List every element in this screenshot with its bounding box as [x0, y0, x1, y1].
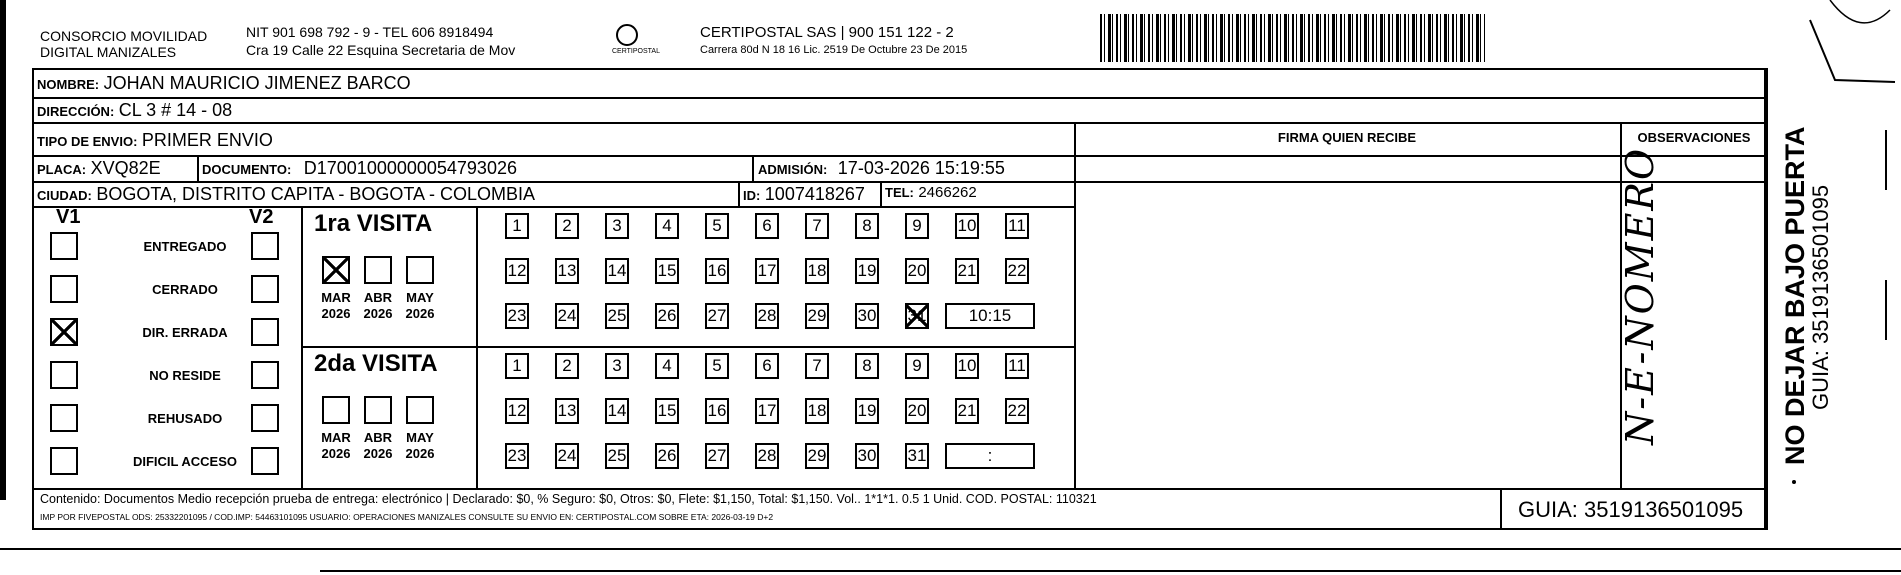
nombre-row	[37, 73, 411, 94]
v2-checkbox[interactable]	[251, 275, 279, 303]
v1-checkbox[interactable]	[50, 318, 78, 346]
documento-value: D17001000000054793026	[303, 158, 517, 178]
divider	[32, 155, 1766, 157]
divider	[752, 155, 754, 181]
divider	[32, 122, 1766, 124]
nit-line: NIT 901 698 792 - 9 - TEL 606 8918494	[246, 24, 494, 40]
day-box[interactable]: 26	[655, 443, 679, 469]
v1-checkbox[interactable]	[50, 232, 78, 260]
nombre-value: JOHAN MAURICIO JIMENEZ BARCO	[103, 73, 411, 93]
day-box[interactable]: 4	[655, 213, 679, 239]
no-dejar-bajo-puerta: NO DEJAR BAJO PUERTA	[1780, 126, 1810, 465]
month-checkbox[interactable]	[322, 396, 350, 424]
day-box[interactable]: 15	[655, 258, 679, 284]
footer-guia: GUIA: 3519136501095	[1518, 497, 1744, 522]
status-option-label: NO RESIDE	[149, 368, 221, 383]
divider	[738, 181, 740, 206]
day-box[interactable]: 16	[705, 398, 729, 424]
time-box[interactable]: :	[945, 443, 1035, 469]
divider	[1074, 122, 1076, 488]
day-box[interactable]: 16	[705, 258, 729, 284]
divider	[32, 181, 1074, 183]
company-name-line1: CONSORCIO MOVILIDAD	[40, 28, 208, 44]
day-box[interactable]: 7	[805, 353, 829, 379]
day-box[interactable]: 12	[505, 258, 529, 284]
placa-field	[37, 158, 161, 179]
day-box[interactable]: 4	[655, 353, 679, 379]
month-label: MAR	[321, 430, 351, 445]
day-box[interactable]: 25	[605, 303, 629, 329]
tel-label: TEL:	[885, 185, 914, 200]
observaciones-header: OBSERVACIONES	[1637, 130, 1751, 145]
divider	[1500, 488, 1502, 530]
day-box[interactable]: 22	[1005, 398, 1029, 424]
visit2-title: 2da VISITA	[314, 350, 438, 377]
month-checkbox[interactable]	[364, 396, 392, 424]
divider	[1766, 68, 1768, 530]
day-box[interactable]: 24	[555, 443, 579, 469]
status-option-label: CERRADO	[152, 282, 218, 297]
month-label: MAY	[406, 290, 434, 305]
right-edge-mark	[1885, 130, 1887, 190]
year-label: 2026	[405, 446, 435, 461]
certipostal-logo-icon	[616, 24, 638, 46]
day-box[interactable]: 17	[755, 398, 779, 424]
day-box[interactable]: 28	[755, 443, 779, 469]
day-box[interactable]: 21	[955, 258, 979, 284]
day-box[interactable]: 11	[1005, 213, 1029, 239]
tipo-envio-value: PRIMER ENVIO	[141, 130, 273, 150]
placa-label: PLACA:	[37, 162, 87, 177]
day-box[interactable]: 3	[605, 353, 629, 379]
day-box[interactable]: 27	[705, 443, 729, 469]
day-box[interactable]: 15	[655, 398, 679, 424]
visit1-title: 1ra VISITA	[314, 210, 433, 237]
day-box[interactable]: 22	[1005, 258, 1029, 284]
left-edge-mark	[0, 0, 6, 500]
certipostal-address: Carrera 80d N 18 16 Lic. 2519 De Octubre 23 De 2015	[700, 44, 968, 56]
documento-field	[202, 158, 517, 179]
divider	[301, 346, 1074, 348]
year-label: 2026	[363, 446, 393, 461]
day-box[interactable]: 28	[755, 303, 779, 329]
day-box[interactable]: 6	[755, 353, 779, 379]
divider	[476, 206, 478, 488]
side-dot	[1792, 480, 1796, 484]
day-box[interactable]: 19	[855, 398, 879, 424]
scan-line	[0, 548, 1901, 550]
day-box[interactable]: 7	[805, 213, 829, 239]
divider	[301, 206, 303, 488]
nombre-label: NOMBRE:	[37, 77, 100, 92]
day-box[interactable]: 2	[555, 213, 579, 239]
day-box[interactable]: 18	[805, 258, 829, 284]
placa-value: XVQ82E	[90, 158, 161, 178]
day-box[interactable]: 8	[855, 213, 879, 239]
day-box[interactable]: 31	[905, 443, 929, 469]
v1-checkbox[interactable]	[50, 447, 78, 475]
month-label: MAR	[321, 290, 351, 305]
v1-checkbox[interactable]	[50, 361, 78, 389]
divider	[32, 206, 1074, 208]
day-box[interactable]: 6	[755, 213, 779, 239]
day-box[interactable]: 23	[505, 443, 529, 469]
v2-checkbox[interactable]	[251, 404, 279, 432]
barcode	[1100, 14, 1485, 62]
year-label: 2026	[321, 446, 351, 461]
day-box[interactable]: 13	[555, 258, 579, 284]
ciudad-value: BOGOTA, DISTRITO CAPITA - BOGOTA - COLOMBIA	[96, 184, 536, 204]
v2-label: V2	[249, 206, 274, 228]
imp-line: IMP POR FIVEPOSTAL ODS: 25332201095 / COD.IMP: 54463101095 USUARIO: OPERACIONES MANIZALES CONSULTE SU ENVIO EN: CERTIPOSTAL.COM SOBRE ETA: 2026-03-19 D+2	[40, 512, 774, 522]
day-box[interactable]: 14	[605, 258, 629, 284]
tel-value: 2466262	[918, 184, 977, 201]
day-box[interactable]: 8	[855, 353, 879, 379]
day-box[interactable]: 18	[805, 398, 829, 424]
month-label: ABR	[363, 290, 393, 305]
tipo-envio-row	[37, 130, 273, 151]
admision-value: 17-03-2026 15:19:55	[837, 158, 1005, 178]
day-box[interactable]: 20	[905, 258, 929, 284]
year-label: 2026	[321, 306, 351, 321]
day-box[interactable]: 17	[755, 258, 779, 284]
direccion-label: DIRECCIÓN:	[37, 104, 115, 119]
month-checkbox[interactable]	[406, 396, 434, 424]
day-box[interactable]: 10	[955, 213, 979, 239]
direccion-row	[37, 100, 232, 121]
day-box[interactable]: 27	[705, 303, 729, 329]
day-box[interactable]: 2	[555, 353, 579, 379]
firma-header: FIRMA QUIEN RECIBE	[1277, 130, 1417, 145]
day-box[interactable]: 20	[905, 398, 929, 424]
day-box[interactable]: 14	[605, 398, 629, 424]
status-option-label: DIR. ERRADA	[142, 325, 228, 340]
v1-label: V1	[56, 206, 81, 228]
v1-checkbox[interactable]	[50, 404, 78, 432]
folded-corner	[1800, 0, 1901, 120]
month-label: ABR	[363, 430, 393, 445]
right-edge-mark-2	[1885, 280, 1887, 340]
v1-checkbox[interactable]	[50, 275, 78, 303]
v2-checkbox[interactable]	[251, 232, 279, 260]
day-box[interactable]: 30	[855, 303, 879, 329]
contenido-line: Contenido: Documentos Medio recepción prueba de entrega: electrónico | Declarado: $0, % Seguro: $0, Otros: $0, Flete: $1,150, Total: $1,150. Vol.. 1*1*1. 0.5 1 Unid. COD. POSTAL: 110321	[40, 492, 1097, 506]
tipo-envio-label: TIPO DE ENVIO:	[37, 134, 138, 149]
v2-checkbox[interactable]	[251, 447, 279, 475]
scan-line	[320, 570, 1901, 572]
divider	[880, 181, 882, 206]
side-guia: GUIA: 3519136501095	[1808, 184, 1833, 410]
month-checkbox[interactable]	[364, 256, 392, 284]
day-box[interactable]: 9	[905, 213, 929, 239]
divider	[32, 488, 1766, 490]
day-box[interactable]: 25	[605, 443, 629, 469]
v2-checkbox[interactable]	[251, 361, 279, 389]
divider	[197, 155, 199, 181]
day-box[interactable]: 24	[555, 303, 579, 329]
company-name-line2: DIGITAL MANIZALES	[40, 44, 177, 60]
admision-field	[758, 158, 1005, 179]
id-field	[743, 184, 865, 205]
documento-label: DOCUMENTO:	[202, 162, 292, 177]
day-box[interactable]: 3	[605, 213, 629, 239]
day-box[interactable]: 1	[505, 353, 529, 379]
day-box[interactable]: 19	[855, 258, 879, 284]
ciudad-field	[37, 184, 535, 205]
day-box[interactable]: 1	[505, 213, 529, 239]
day-box[interactable]: 31	[905, 303, 929, 329]
observaciones-handwritten: N-E-NOMERO	[1618, 146, 1662, 445]
day-box[interactable]: 5	[705, 213, 729, 239]
divider	[32, 97, 1766, 99]
year-label: 2026	[363, 306, 393, 321]
status-option-label: REHUSADO	[147, 411, 223, 426]
day-box[interactable]: 12	[505, 398, 529, 424]
month-checkbox[interactable]	[322, 256, 350, 284]
id-value: 1007418267	[764, 184, 865, 204]
day-box[interactable]: 23	[505, 303, 529, 329]
tel-field	[885, 184, 977, 202]
certipostal-name: CERTIPOSTAL SAS | 900 151 122 - 2	[700, 24, 954, 41]
year-label: 2026	[405, 306, 435, 321]
time-box[interactable]: 10:15	[945, 303, 1035, 329]
admision-label: ADMISIÓN:	[758, 162, 828, 177]
day-box[interactable]: 26	[655, 303, 679, 329]
day-box[interactable]: 21	[955, 398, 979, 424]
day-box[interactable]: 29	[805, 443, 829, 469]
day-box[interactable]: 10	[955, 353, 979, 379]
direccion-value: CL 3 # 14 - 08	[118, 100, 233, 120]
id-label: ID:	[743, 188, 761, 203]
day-box[interactable]: 5	[705, 353, 729, 379]
month-checkbox[interactable]	[406, 256, 434, 284]
certipostal-logo-text: CERTIPOSTAL	[612, 48, 660, 55]
ciudad-label: CIUDAD:	[37, 188, 92, 203]
day-box[interactable]: 9	[905, 353, 929, 379]
month-label: MAY	[406, 430, 434, 445]
day-box[interactable]: 13	[555, 398, 579, 424]
status-option-label: DIFICIL ACCESO	[132, 454, 237, 469]
address-line: Cra 19 Calle 22 Esquina Secretaria de Mov	[246, 42, 516, 58]
v2-checkbox[interactable]	[251, 318, 279, 346]
day-box[interactable]: 29	[805, 303, 829, 329]
day-box[interactable]: 30	[855, 443, 879, 469]
day-box[interactable]: 11	[1005, 353, 1029, 379]
status-option-label: ENTREGADO	[143, 239, 227, 254]
